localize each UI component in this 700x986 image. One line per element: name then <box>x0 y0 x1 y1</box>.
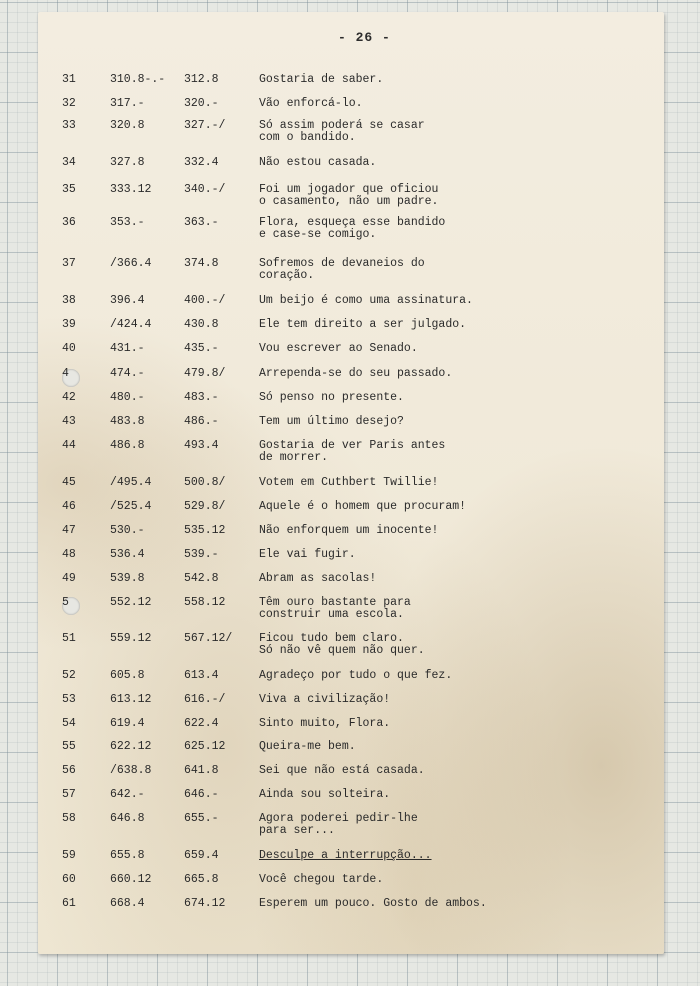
cue-text: Tem um último desejo? <box>259 415 404 428</box>
cue-text: Sofremos de devaneios do coração. <box>259 257 425 282</box>
cue-text: Sinto muito, Flora. <box>259 717 391 730</box>
cue-text: Votem em Cuthbert Twillie! <box>259 476 439 489</box>
cue-end: 332.4 <box>184 156 219 169</box>
cue-text: Gostaria de ver Paris antes de morrer. <box>259 439 446 464</box>
cue-number: 49 <box>62 572 76 585</box>
cue-start: 353.- <box>110 216 145 229</box>
cue-text: Um beijo é como uma assinatura. <box>259 294 473 307</box>
cue-end: 646.- <box>184 788 219 801</box>
cue-start: 655.8 <box>110 849 145 862</box>
cue-end: 542.8 <box>184 572 219 585</box>
cue-text: Têm ouro bastante para construir uma escola. <box>259 596 411 621</box>
cue-text: Ele vai fugir. <box>259 548 356 561</box>
cue-end: 430.8 <box>184 318 219 331</box>
cue-text: Ficou tudo bem claro. Só não vê quem não quer. <box>259 632 425 657</box>
cue-text: Aquele é o homem que procuram! <box>259 500 467 513</box>
cue-end: 665.8 <box>184 873 219 886</box>
cue-start: 483.8 <box>110 415 145 428</box>
cue-number: 33 <box>62 119 76 132</box>
cue-start: 668.4 <box>110 897 145 910</box>
cue-start: 486.8 <box>110 439 145 452</box>
cue-number: 44 <box>62 439 76 452</box>
cue-text: Arrependa-se do seu passado. <box>259 367 453 380</box>
cue-text: Esperem um pouco. Gosto de ambos. <box>259 897 487 910</box>
cue-number: 43 <box>62 415 76 428</box>
cue-text: Vou escrever ao Senado. <box>259 342 418 355</box>
cue-number: 56 <box>62 764 76 777</box>
cue-number: 42 <box>62 391 76 404</box>
cue-text: Queira-me bem. <box>259 740 356 753</box>
cue-number: 59 <box>62 849 76 862</box>
cue-text: Agora poderei pedir-lhe para ser... <box>259 812 418 837</box>
cue-text: Só assim poderá se casar com o bandido. <box>259 119 425 144</box>
cue-number: 37 <box>62 257 76 270</box>
cue-number: 36 <box>62 216 76 229</box>
cue-number: 52 <box>62 669 76 682</box>
cue-text: Vão enforcá-lo. <box>259 97 363 110</box>
cue-text: Não enforquem um inocente! <box>259 524 439 537</box>
cue-start: /366.4 <box>110 257 152 270</box>
cue-start: 605.8 <box>110 669 145 682</box>
cue-number: 32 <box>62 97 76 110</box>
cue-start: 480.- <box>110 391 145 404</box>
cue-number: 40 <box>62 342 76 355</box>
cue-end: 622.4 <box>184 717 219 730</box>
cue-end: 539.- <box>184 548 219 561</box>
cue-end: 567.12/ <box>184 632 233 645</box>
cue-end: 641.8 <box>184 764 219 777</box>
cue-number: 48 <box>62 548 76 561</box>
cue-start: 559.12 <box>110 632 152 645</box>
cue-start: 310.8-.- <box>110 73 166 86</box>
cue-text: Só penso no presente. <box>259 391 404 404</box>
cue-number: 60 <box>62 873 76 886</box>
cue-start: 474.- <box>110 367 145 380</box>
cue-number: 47 <box>62 524 76 537</box>
cue-end: 400.-/ <box>184 294 226 307</box>
cue-end: 493.4 <box>184 439 219 452</box>
cue-end: 479.8/ <box>184 367 226 380</box>
cue-number: 54 <box>62 717 76 730</box>
cue-start: 646.8 <box>110 812 145 825</box>
cue-end: 659.4 <box>184 849 219 862</box>
cue-end: 340.-/ <box>184 183 226 196</box>
cue-end: 483.- <box>184 391 219 404</box>
cue-start: 619.4 <box>110 717 145 730</box>
cue-end: 320.- <box>184 97 219 110</box>
cue-number: 38 <box>62 294 76 307</box>
cue-number: 35 <box>62 183 76 196</box>
cue-start: 622.12 <box>110 740 152 753</box>
cue-end: 374.8 <box>184 257 219 270</box>
cue-start: 333.12 <box>110 183 152 196</box>
cue-number: 46 <box>62 500 76 513</box>
cue-start: 552.12 <box>110 596 152 609</box>
cue-start: 317.- <box>110 97 145 110</box>
cue-text: Desculpe a interrupção... <box>259 849 432 862</box>
cue-end: 312.8 <box>184 73 219 86</box>
cue-text: Você chegou tarde. <box>259 873 384 886</box>
cue-number: 34 <box>62 156 76 169</box>
cue-start: 530.- <box>110 524 145 537</box>
cue-start: 536.4 <box>110 548 145 561</box>
cue-number: 51 <box>62 632 76 645</box>
cue-number: 45 <box>62 476 76 489</box>
typed-document-page <box>38 12 664 954</box>
cue-end: 529.8/ <box>184 500 226 513</box>
cue-end: 613.4 <box>184 669 219 682</box>
cue-end: 500.8/ <box>184 476 226 489</box>
cue-end: 363.- <box>184 216 219 229</box>
cue-end: 655.- <box>184 812 219 825</box>
cue-text: Viva a civilização! <box>259 693 391 706</box>
cue-end: 674.12 <box>184 897 226 910</box>
cue-number: 5 <box>62 596 69 609</box>
cue-end: 535.12 <box>184 524 226 537</box>
cue-end: 616.-/ <box>184 693 226 706</box>
cue-text: Agradeço por tudo o que fez. <box>259 669 453 682</box>
cue-start: 431.- <box>110 342 145 355</box>
cue-text: Ainda sou solteira. <box>259 788 391 801</box>
cue-end: 486.- <box>184 415 219 428</box>
cue-number: 53 <box>62 693 76 706</box>
cue-number: 4 <box>62 367 69 380</box>
cue-start: 613.12 <box>110 693 152 706</box>
cue-start: 327.8 <box>110 156 145 169</box>
page-number: - 26 - <box>338 30 391 45</box>
cue-start: 396.4 <box>110 294 145 307</box>
cue-start: /638.8 <box>110 764 152 777</box>
cue-end: 327.-/ <box>184 119 226 132</box>
cue-text: Sei que não está casada. <box>259 764 425 777</box>
cue-start: /424.4 <box>110 318 152 331</box>
cue-end: 435.- <box>184 342 219 355</box>
cue-text: Foi um jogador que oficiou o casamento, não um padre. <box>259 183 439 208</box>
cue-number: 61 <box>62 897 76 910</box>
cue-number: 55 <box>62 740 76 753</box>
cue-start: 660.12 <box>110 873 152 886</box>
cue-number: 31 <box>62 73 76 86</box>
cue-text: Gostaria de saber. <box>259 73 384 86</box>
cue-start: /525.4 <box>110 500 152 513</box>
cue-text: Ele tem direito a ser julgado. <box>259 318 467 331</box>
cue-end: 625.12 <box>184 740 226 753</box>
cue-start: 320.8 <box>110 119 145 132</box>
cue-start: 539.8 <box>110 572 145 585</box>
cue-text: Abram as sacolas! <box>259 572 377 585</box>
cue-end: 558.12 <box>184 596 226 609</box>
cue-start: /495.4 <box>110 476 152 489</box>
cue-number: 39 <box>62 318 76 331</box>
cue-number: 58 <box>62 812 76 825</box>
cue-start: 642.- <box>110 788 145 801</box>
cue-text: Flora, esqueça esse bandido e case-se comigo. <box>259 216 446 241</box>
cue-text: Não estou casada. <box>259 156 377 169</box>
cue-number: 57 <box>62 788 76 801</box>
